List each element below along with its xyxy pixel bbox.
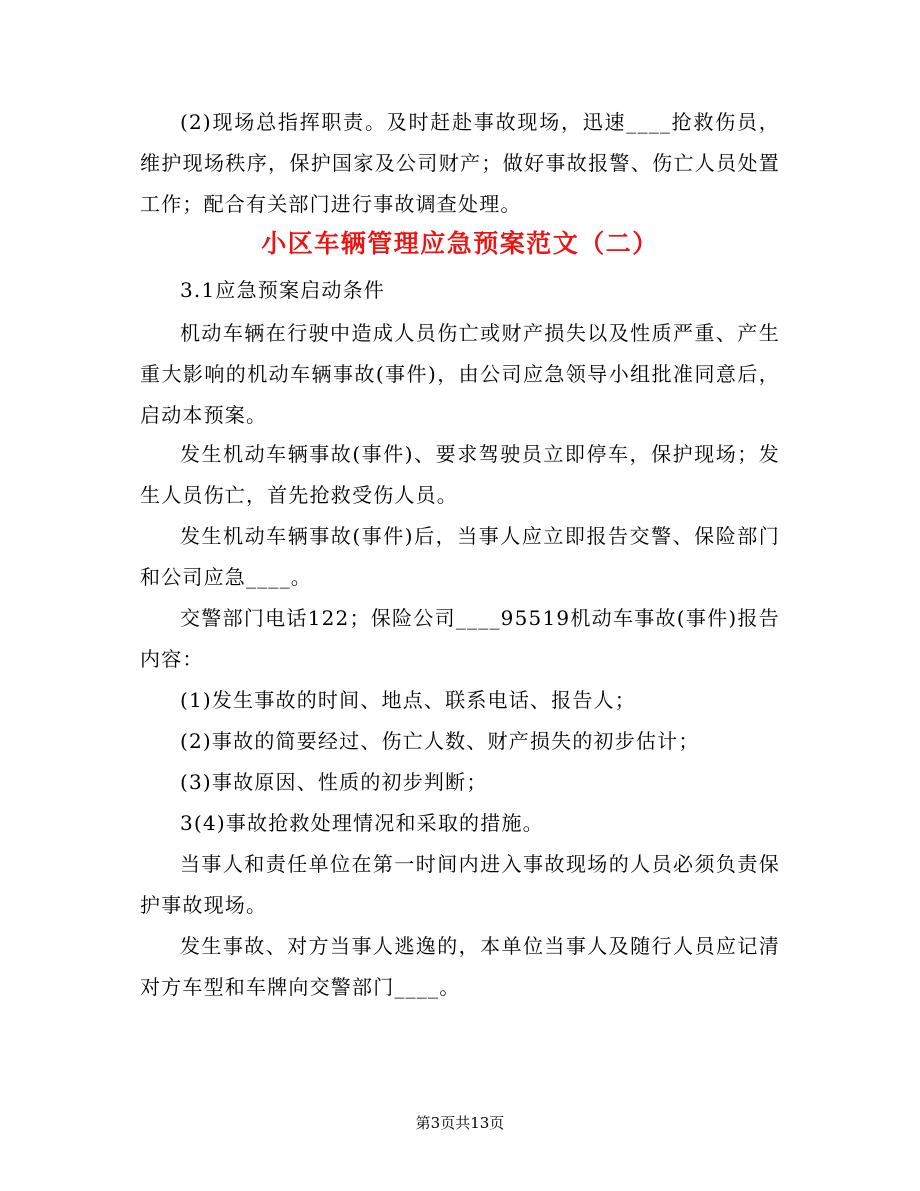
paragraph-phone-numbers: 交警部门电话122；保险公司____95519机动车事故(事件)报告内容： [140, 606, 780, 671]
paragraph-stop-and-rescue: 发生机动车辆事故(事件)、要求驾驶员立即停车，保护现场；发生人员伤亡，首先抢救受伤人员。 [140, 442, 780, 507]
paragraph-report-item-4: 3(4)事故抢救处理情况和采取的措施。 [180, 811, 544, 835]
document-heading: 小区车辆管理应急预案范文（二） [261, 229, 659, 258]
paragraph-report-immediately: 发生机动车辆事故(事件)后，当事人应立即报告交警、保险部门和公司应急____。 [140, 524, 780, 589]
paragraph-startup-conditions: 机动车辆在行驶中造成人员伤亡或财产损失以及性质严重、产生重大影响的机动车辆事故(事件)，由公司应急领导小组批准同意后，启动本预案。 [140, 321, 780, 427]
paragraph-commander-duties: (2)现场总指挥职责。及时赶赴事故现场，迅速____抢救伤员，维护现场秩序，保护国家及公司财产；做好事故报警、伤亡人员处置工作；配合有关部门进行事故调查处理。 [140, 110, 780, 216]
paragraph-protect-scene: 当事人和责任单位在第一时间内进入事故现场的人员必须负责保护事故现场。 [140, 852, 780, 917]
paragraph-report-item-3: (3)事故原因、性质的初步判断； [180, 770, 488, 794]
paragraph-hit-and-run: 发生事故、对方当事人逃逸的，本单位当事人及随行人员应记清对方车型和车牌向交警部门____。 [140, 934, 780, 999]
paragraph-section-title: 3.1应急预案启动条件 [180, 278, 386, 302]
paragraph-report-item-1: (1)发生事故的时间、地点、联系电话、报告人； [180, 688, 636, 712]
page-number-footer: 第3页共13页 [415, 1114, 505, 1132]
paragraph-report-item-2: (2)事故的简要经过、伤亡人数、财产损失的初步估计； [180, 729, 700, 753]
